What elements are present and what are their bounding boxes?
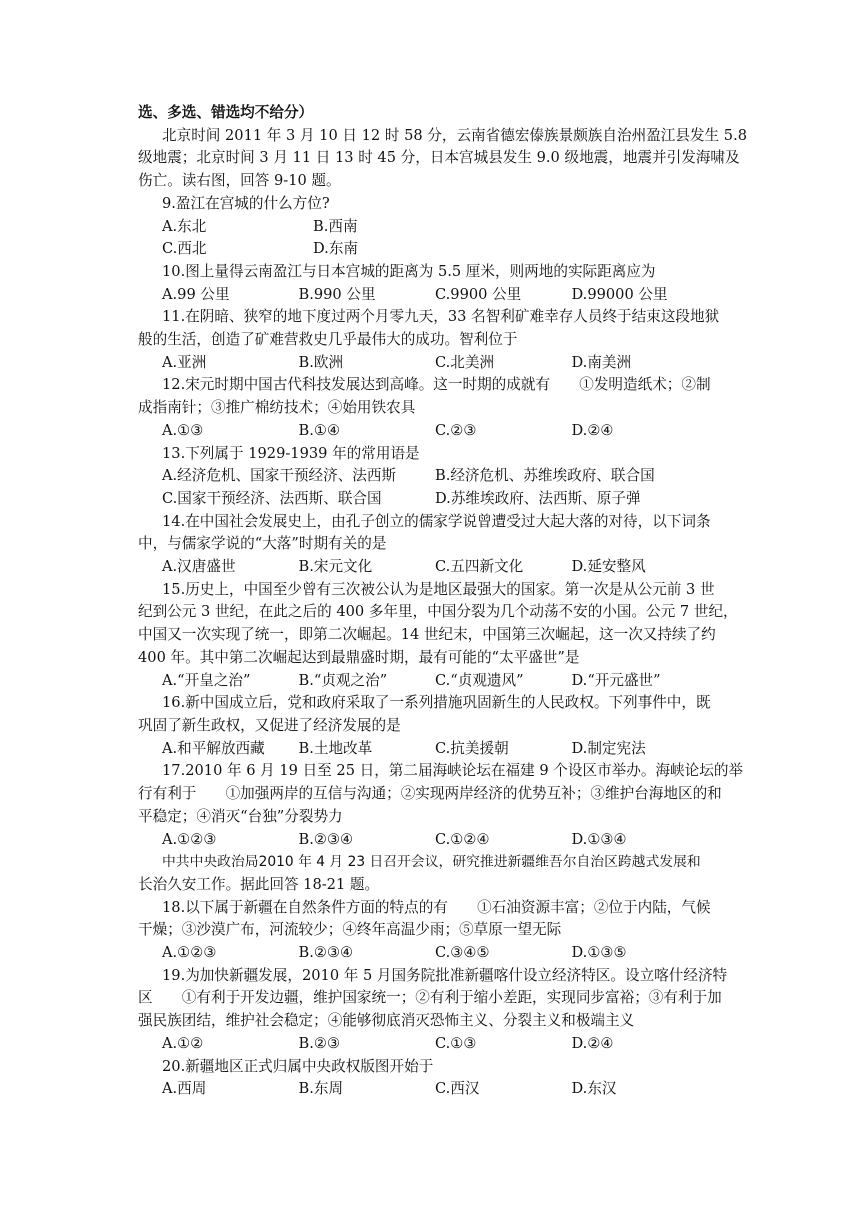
option: C.③④⑤ <box>435 944 490 962</box>
question-stem: 成指南针；③推广棉纺技术；④始用铁农具 <box>138 399 416 417</box>
intro-line: 北京时间 2011 年 3 月 10 日 12 时 58 分，云南省德宏傣族景颇族自治州盈江县发生 5.8 <box>162 126 747 144</box>
option: D.东汉 <box>571 1080 617 1098</box>
option-row <box>138 942 708 965</box>
option-row <box>138 829 708 852</box>
option: C.“贞观遗风” <box>435 671 524 689</box>
option: B.②③④ <box>298 944 354 962</box>
option: D.①③⑤ <box>571 944 627 962</box>
question-stem: 16.新中国成立后，党和政府采取了一系列措施巩固新生的人民政权。下列事件中，既 <box>162 694 711 712</box>
option: A.“开皇之治” <box>162 671 251 689</box>
exam-page <box>138 102 747 1101</box>
intro-line: 中共中央政治局2010 年 4 月 23 日召开会议，研究推进新疆维吾尔自治区跨越式发展和 <box>162 854 701 871</box>
question-stem: 400 年。其中第二次崛起达到最鼎盛时期，最有可能的“太平盛世”是 <box>138 648 580 666</box>
section-header: 选、多选、错选均不给分） <box>138 104 314 121</box>
question-stem: 中，与儒家学说的“大落”时期有关的是 <box>138 535 387 553</box>
option: D.南美洲 <box>571 353 632 371</box>
question-stem: 17.2010 年 6 月 19 日至 25 日，第二届海峡论坛在福建 9 个设区市举办。海峡论坛的举 <box>162 762 744 780</box>
question-stem: 干燥；③沙漠广布，河流较少；④终年高温少雨；⑤草原一望无际 <box>138 921 562 939</box>
option-row <box>138 1078 708 1101</box>
question-stem: 般的生活，创造了矿难营救史几乎最伟大的成功。智利位于 <box>138 331 518 349</box>
intro-line: 伤亡。读右图，回答 9-10 题。 <box>138 172 341 190</box>
option: D.②④ <box>571 421 614 439</box>
option-row <box>138 238 708 261</box>
option: B.土地改革 <box>298 739 373 757</box>
option: C.①③ <box>435 1034 477 1052</box>
option: A.①② <box>162 1034 204 1052</box>
option-row <box>138 488 708 511</box>
option: B.西南 <box>313 217 358 235</box>
option: B.欧洲 <box>298 353 344 371</box>
option: A.西周 <box>162 1080 207 1098</box>
question-stem: 13.下列属于 1929-1939 年的常用语是 <box>162 444 420 462</box>
question-stem: 9.盈江在宫城的什么方位? <box>162 194 330 212</box>
question-stem: 18.以下属于新疆在自然条件方面的特点的有 ①石油资源丰富；②位于内陆，气候 <box>162 898 711 916</box>
option-row <box>138 556 708 579</box>
question-stem: 巩固了新生政权，又促进了经济发展的是 <box>138 716 401 734</box>
option: C.①②④ <box>435 830 490 848</box>
question-stem: 纪到公元 3 世纪，在此之后的 400 多年里，中国分裂为几个动荡不安的小国。公元 7 世纪， <box>138 603 738 621</box>
option-row <box>138 216 708 239</box>
option: B.经济危机、苏维埃政府、联合国 <box>435 467 655 485</box>
option: D.“开元盛世” <box>571 671 661 689</box>
option: C.国家干预经济、法西斯、联合国 <box>162 489 382 507</box>
option: C.抗美援朝 <box>435 739 509 757</box>
question-stem: 强民族团结，维护社会稳定；④能够彻底消灭恐怖主义、分裂主义和极端主义 <box>138 1012 635 1030</box>
option-row <box>138 352 708 375</box>
option: B.①④ <box>298 421 341 439</box>
question-stem: 19.为加快新疆发展，2010 年 5 月国务院批准新疆喀什设立经济特区。设立喀什经济特 <box>162 966 728 984</box>
option-row <box>138 420 708 443</box>
option-row <box>138 738 708 761</box>
question-stem: 14.在中国社会发展史上，由孔子创立的儒家学说曾遭受过大起大落的对待，以下词条 <box>162 512 711 530</box>
option: C.北美洲 <box>435 353 495 371</box>
option: D.99000 公里 <box>571 285 668 303</box>
option-row <box>138 670 708 693</box>
option: D.②④ <box>571 1034 614 1052</box>
option-row <box>138 1033 708 1056</box>
option: B.东周 <box>298 1080 344 1098</box>
option: A.东北 <box>162 217 207 235</box>
question-stem: 10.图上量得云南盈江与日本宫城的距离为 5.5 厘米，则两地的实际距离应为 <box>162 262 656 280</box>
question-stem: 区 ①有利于开发边疆，维护国家统一；②有利于缩小差距，实现同步富裕；③有利于加 <box>138 989 722 1007</box>
option-row <box>138 465 708 488</box>
option: C.西北 <box>162 240 207 258</box>
option-row <box>138 284 708 307</box>
option: A.亚洲 <box>162 353 207 371</box>
option: A.①③ <box>162 421 204 439</box>
question-stem: 15.历史上，中国至少曾有三次被公认为是地区最强大的国家。第一次是从公元前 3 世 <box>162 580 715 598</box>
intro-line: 级地震；北京时间 3 月 11 日 13 时 45 分，日本宫城县发生 9.0 级地震，地震并引发海啸及 <box>138 149 740 167</box>
intro-line: 长治久安工作。据此回答 18-21 题。 <box>138 875 380 893</box>
question-stem: 12.宋元时期中国古代科技发展达到高峰。这一时期的成就有 ①发明造纸术；②制 <box>162 376 711 394</box>
option: A.经济危机、国家干预经济、法西斯 <box>162 467 397 485</box>
option: A.①②③ <box>162 944 217 962</box>
option: D.苏维埃政府、法西斯、原子弹 <box>435 489 641 507</box>
option: C.②③ <box>435 421 477 439</box>
question-stem: 平稳定；④消灭“台独”分裂势力 <box>138 807 343 825</box>
option: B.“贞观之治” <box>298 671 388 689</box>
option: A.汉唐盛世 <box>162 558 236 576</box>
option: A.99 公里 <box>162 285 230 303</box>
question-stem: 20.新疆地区正式归属中央政权版图开始于 <box>162 1057 434 1075</box>
option: A.和平解放西藏 <box>162 739 265 757</box>
option: D.制定宪法 <box>571 739 646 757</box>
question-stem: 11.在阴暗、狭窄的地下度过两个月零九天，33 名智利矿难幸存人员终于结束这段地狱 <box>162 308 720 326</box>
option: A.①②③ <box>162 830 217 848</box>
option: D.①③④ <box>571 830 627 848</box>
option: B.②③ <box>298 1034 341 1052</box>
option: B.990 公里 <box>298 285 376 303</box>
option: D.东南 <box>313 240 359 258</box>
option: C.9900 公里 <box>435 285 522 303</box>
question-stem: 行有利于 ①加强两岸的互信与沟通；②实现两岸经济的优势互补；③维护台海地区的和 <box>138 785 722 803</box>
option: D.延安整风 <box>571 558 646 576</box>
option: B.宋元文化 <box>298 558 373 576</box>
question-stem: 中国又一次实现了统一，即第二次崛起。14 世纪末，中国第三次崛起，这一次又持续了约 <box>138 626 716 644</box>
option: B.②③④ <box>298 830 354 848</box>
option: C.西汉 <box>435 1080 480 1098</box>
option: C.五四新文化 <box>435 558 524 576</box>
